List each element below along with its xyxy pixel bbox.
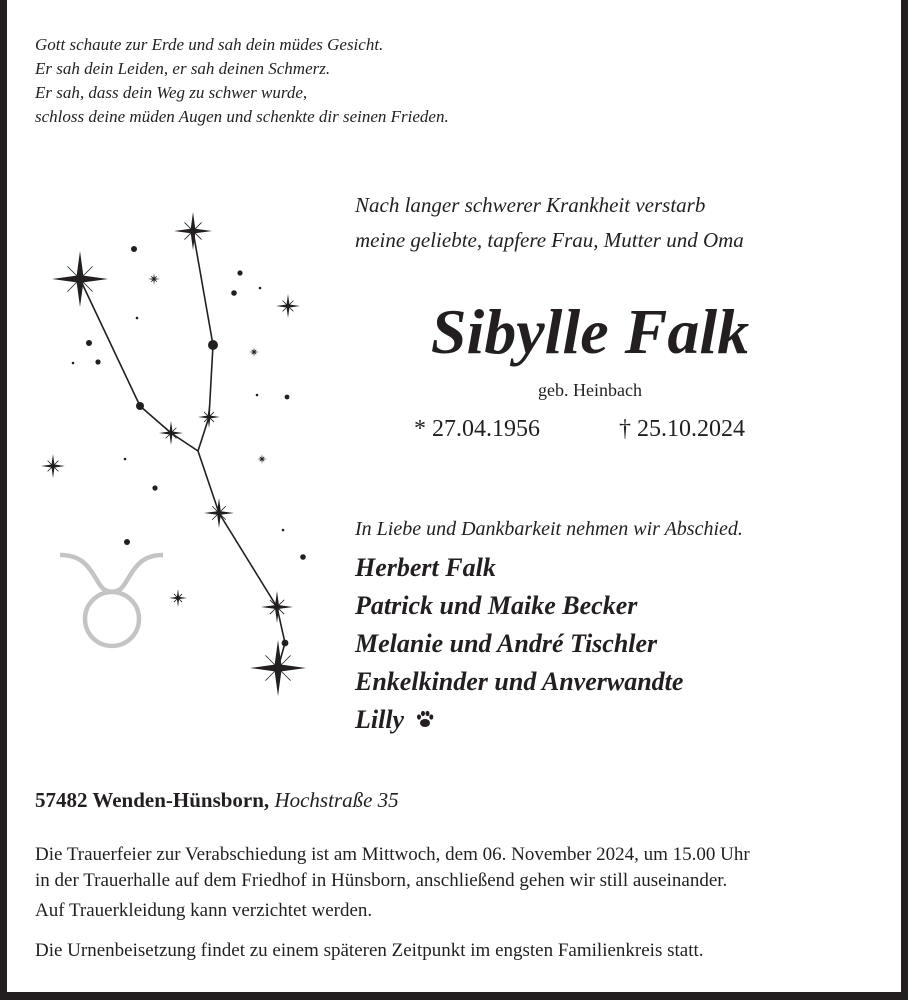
- mourners-list: [355, 549, 683, 739]
- poem-line: Gott schaute zur Erde und sah dein müdes Gesicht.: [35, 35, 384, 54]
- constellation-line: [198, 451, 285, 668]
- death-date: † 25.10.2024: [619, 416, 745, 442]
- star-dot: [231, 290, 237, 296]
- star-dot: [124, 458, 127, 461]
- paw-icon: [415, 709, 435, 729]
- poem-line: Er sah dein Leiden, er sah deinen Schmerz.: [35, 59, 331, 78]
- star-dot: [131, 246, 137, 252]
- address-street: Hochstraße 35: [274, 788, 399, 812]
- mourner: Herbert Falk: [355, 553, 496, 582]
- star-dot: [86, 340, 92, 346]
- address-city: 57482 Wenden-Hünsborn,: [35, 788, 270, 812]
- star-dot: [256, 394, 259, 397]
- birth-date: * 27.04.1956: [414, 416, 540, 442]
- star-dot: [95, 359, 100, 364]
- mourner-pet: [355, 701, 683, 739]
- details-line: in der Trauerhalle auf dem Friedhof in Hünsborn, anschließend gehen wir still auseinander.: [35, 870, 728, 891]
- star-dot: [300, 554, 306, 560]
- star-dot: [208, 340, 218, 350]
- birth-name: geb. Heinbach: [538, 380, 642, 400]
- star-dot: [72, 362, 75, 365]
- taurus-symbol-icon: [85, 592, 139, 646]
- star-dot: [124, 539, 130, 545]
- poem-line: schloss deine müden Augen und schenkte dir seinen Frieden.: [35, 107, 449, 126]
- farewell-text: In Liebe und Dankbarkeit nehmen wir Abschied.: [355, 518, 743, 540]
- constellation-line: [80, 279, 198, 451]
- star-dot: [282, 529, 285, 532]
- intro-line: Nach langer schwerer Krankheit verstarb: [355, 193, 706, 217]
- details-line: Die Trauerfeier zur Verabschiedung ist am Mittwoch, dem 06. November 2024, um 15.00 Uhr: [35, 844, 750, 865]
- poem-line: Er sah, dass dein Weg zu schwer wurde,: [35, 83, 308, 102]
- star-dot: [136, 402, 144, 410]
- deceased-name: Sibylle Falk: [430, 296, 750, 367]
- intro-line: meine geliebte, tapfere Frau, Mutter und Oma: [355, 228, 744, 252]
- star-dot: [152, 485, 157, 490]
- star-dot: [285, 395, 290, 400]
- star-dot: [259, 287, 262, 290]
- obituary-notice: [7, 0, 901, 992]
- details-line: Auf Trauerkleidung kann verzichtet werden.: [35, 900, 373, 921]
- taurus-symbol-icon: [60, 555, 163, 592]
- mourner: Patrick und Maike Becker: [355, 591, 638, 620]
- star-dot: [237, 270, 242, 275]
- star-dot: [136, 317, 139, 320]
- mourner: Enkelkinder und Anverwandte: [355, 667, 684, 696]
- address: [35, 788, 399, 813]
- burial-text: Die Urnenbeisetzung findet zu einem späteren Zeitpunkt im engsten Familienkreis statt.: [35, 940, 704, 961]
- mourner: Melanie und André Tischler: [355, 629, 658, 658]
- star-dot: [282, 640, 289, 647]
- mourner: Lilly: [355, 705, 405, 734]
